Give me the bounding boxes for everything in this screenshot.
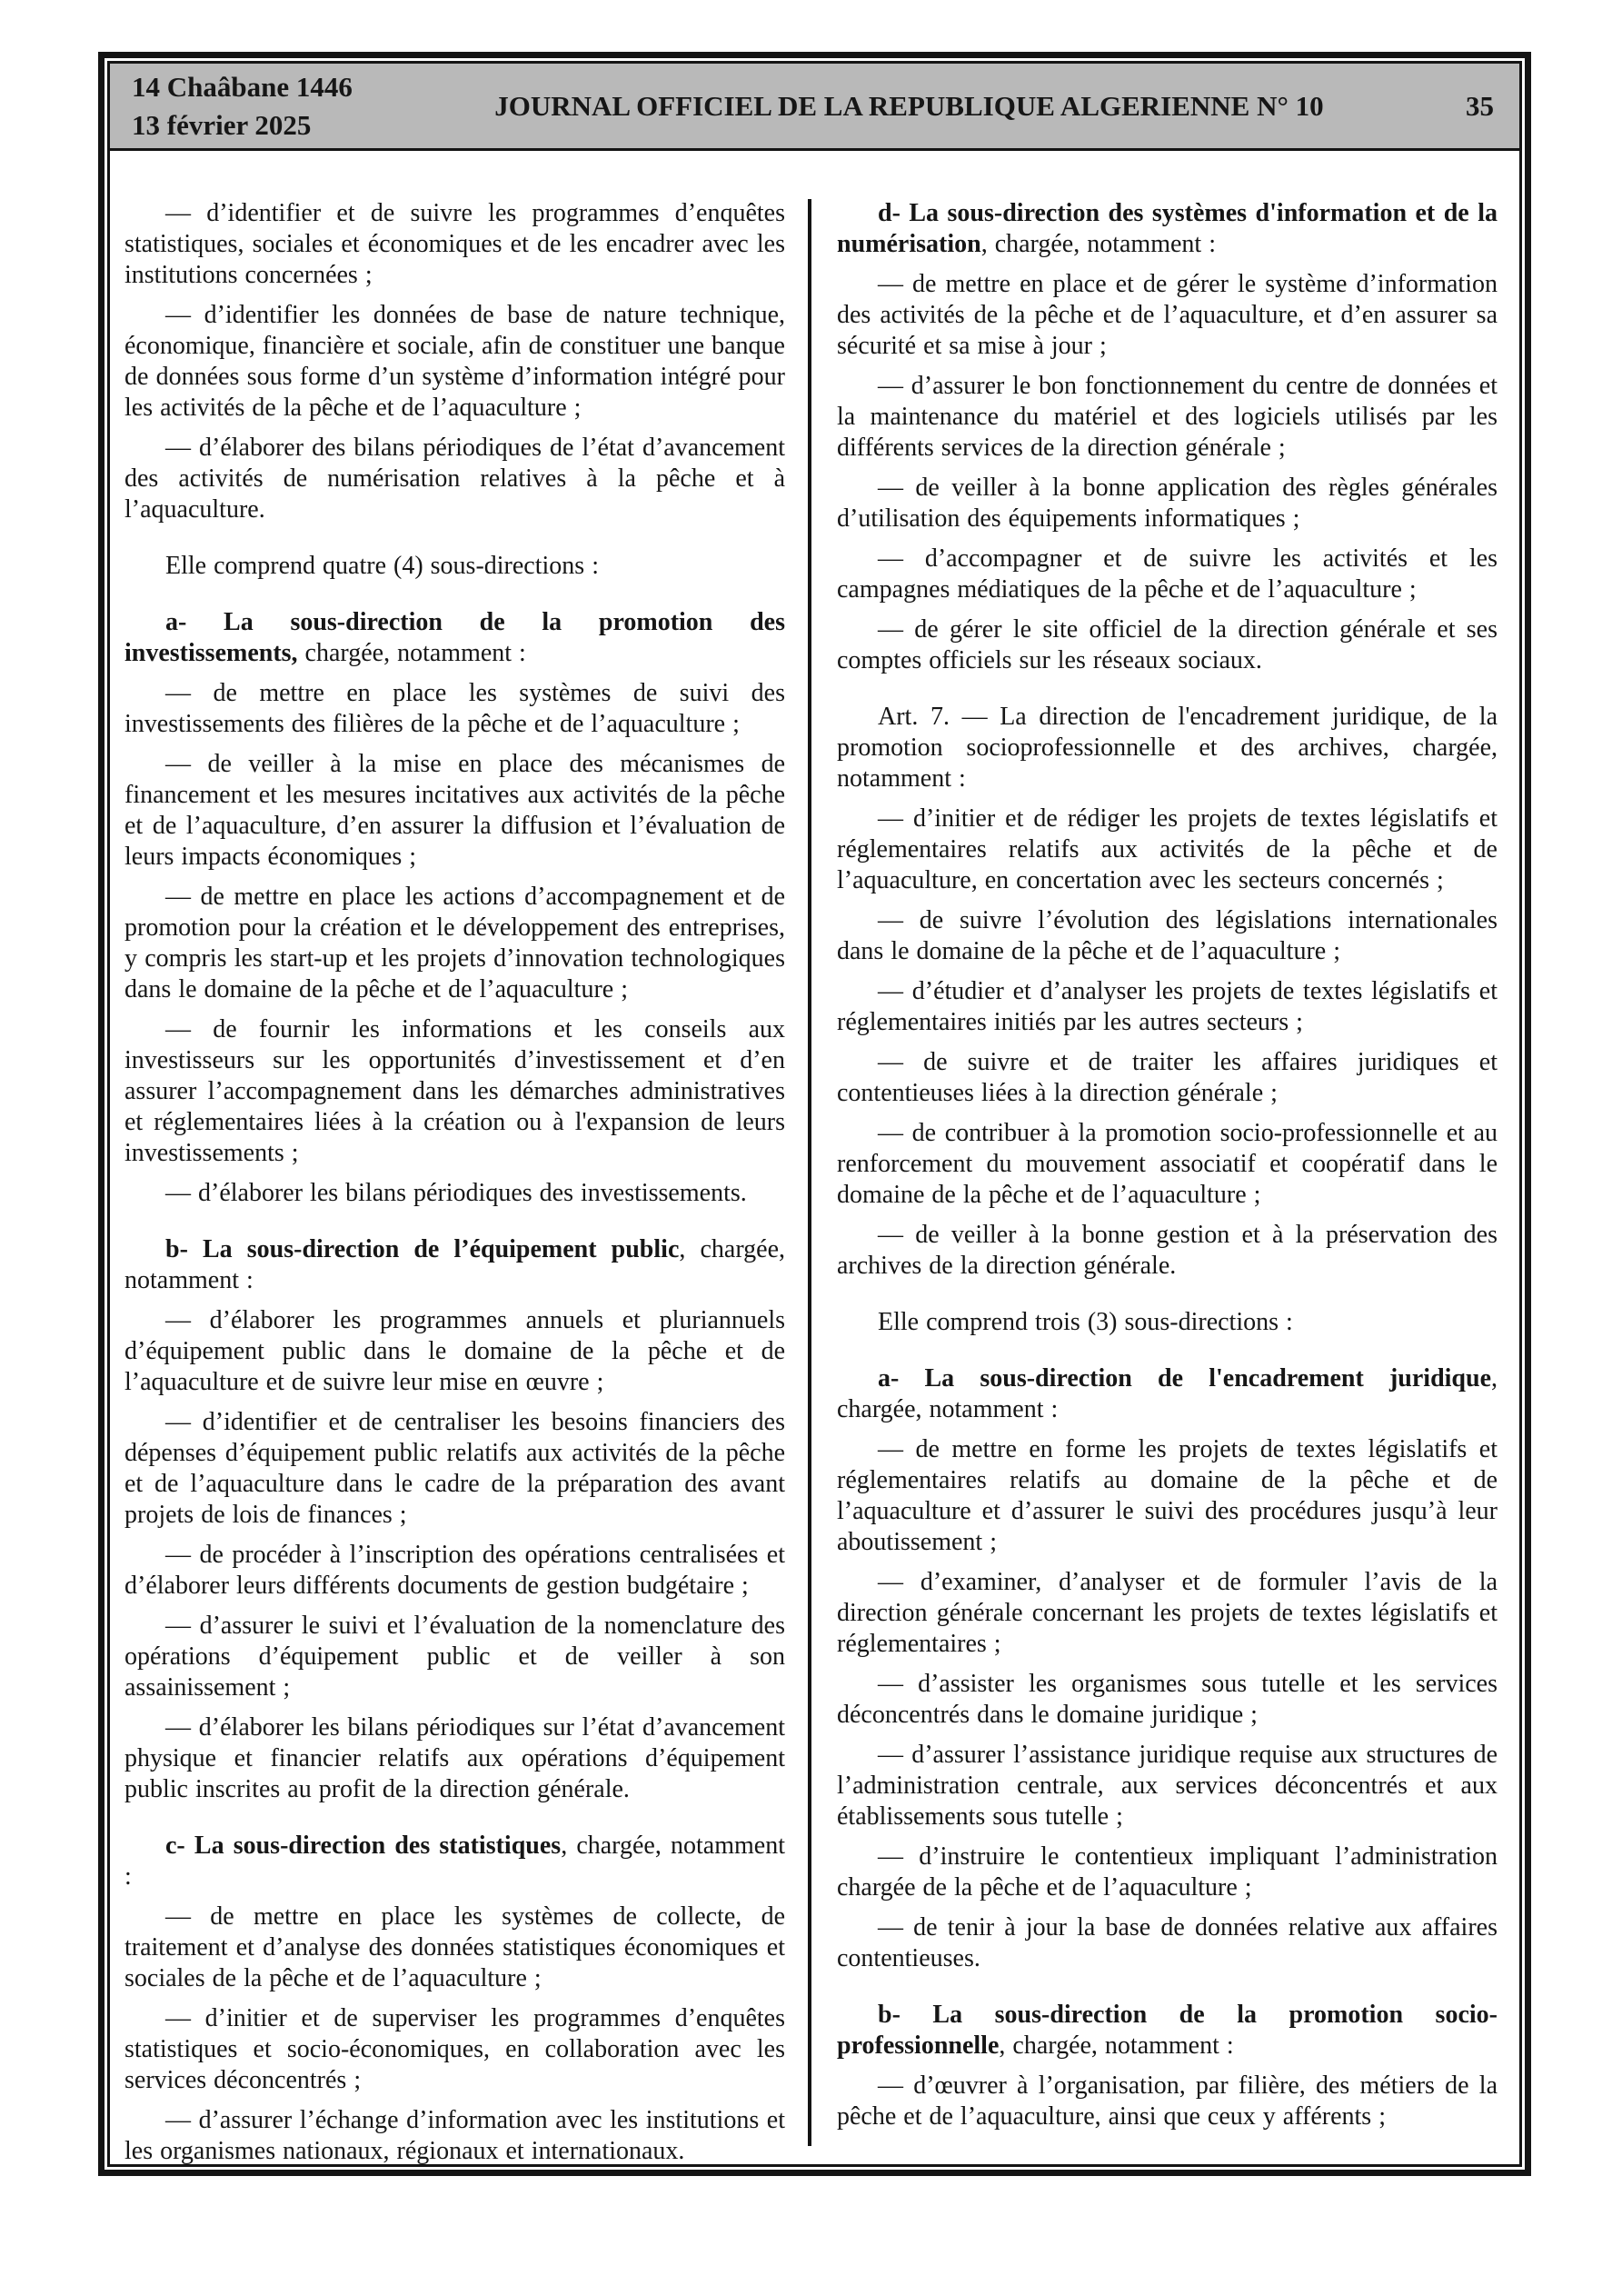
paragraph xyxy=(124,2105,785,2167)
heading-bold-text: a- La sous-direction de la promotion des investissements, xyxy=(124,608,785,667)
paragraph xyxy=(837,269,1498,362)
page-number: 35 xyxy=(1466,89,1494,122)
paragraph-text: — d’élaborer les bilans périodiques des investissements. xyxy=(165,1179,747,1207)
paragraph-text: — de veiller à la bonne gestion et à la préservation des archives de la direction générale. xyxy=(837,1221,1498,1280)
paragraph xyxy=(837,1118,1498,1211)
paragraph-text: — de mettre en place les actions d’accompagnement et de promotion pour la création et le développement des entreprises, y compris les start-up et les projets d’innovation technologiques dans le domaine de la pêche et de l’aquaculture ; xyxy=(124,883,785,1003)
section-heading xyxy=(124,1234,785,1296)
heading-bold-text: a- La sous-direction de l'encadrement juridique xyxy=(878,1364,1491,1393)
paragraph-text: — d’initier et de superviser les programmes d’enquêtes statistiques et socio-économiques, en collaboration avec les services déconcentrés ; xyxy=(124,2004,785,2094)
right-column xyxy=(837,198,1498,2132)
paragraph-text: — d’assister les organismes sous tutelle et les services déconcentrés dans le domaine juridique ; xyxy=(837,1670,1498,1729)
paragraph-text: — de mettre en place les systèmes de suivi des investissements des filières de la pêche et de l’aquaculture ; xyxy=(124,679,785,738)
paragraph-text: — d’œuvrer à l’organisation, par filière, des métiers de la pêche et de l’aquaculture, ainsi que ceux y afférents ; xyxy=(837,2071,1498,2131)
section-heading xyxy=(124,607,785,669)
paragraph-text: — de fournir les informations et les conseils aux investisseurs sur les opportunités d’investissement et d’en assurer l’accompagnement dans les démarches administratives et réglementaires liées à la création ou à l'expansion de leurs investissements ; xyxy=(124,1015,785,1167)
paragraph xyxy=(837,976,1498,1038)
paragraph xyxy=(837,614,1498,676)
heading-bold-text: d- La sous-direction des systèmes d'information et de la numérisation xyxy=(837,199,1498,258)
gregorian-date: 13 février 2025 xyxy=(132,108,312,141)
paragraph xyxy=(124,2003,785,2096)
paragraph-text: , chargée, notamment : xyxy=(980,230,1216,258)
paragraph-text: — de veiller à la bonne application des règles générales d’utilisation des équipements informatiques ; xyxy=(837,474,1498,533)
paragraph xyxy=(837,544,1498,605)
paragraph-text: — de tenir à jour la base de données relative aux affaires contentieuses. xyxy=(837,1913,1498,1972)
paragraph xyxy=(837,1842,1498,1903)
paragraph-text: — de suivre et de traiter les affaires juridiques et contentieuses liées à la direction générale ; xyxy=(837,1048,1498,1107)
paragraph-text: — de veiller à la mise en place des mécanismes de financement et les mesures incitatives aux activités de la pêche et de l’aquaculture, d’en assurer la diffusion et l’évaluation de leurs impacts économiques ; xyxy=(124,750,785,871)
paragraph xyxy=(124,882,785,1005)
paragraph-text: — de mettre en place les systèmes de collecte, de traitement et d’analyse des données statistiques économiques et sociales de la pêche et de l’aquaculture ; xyxy=(124,1902,785,1992)
paragraph-text: — de mettre en forme les projets de textes législatifs et réglementaires relatifs au domaine de la pêche et de l’aquaculture et d’assurer le suivi des procédures jusqu’à leur aboutissement ; xyxy=(837,1435,1498,1556)
paragraph-text: — d’élaborer les programmes annuels et pluriannuels d’équipement public dans le domaine de la pêche et de l’aquaculture et de suivre leur mise en œuvre ; xyxy=(124,1306,785,1396)
paragraph-text: — d’examiner, d’analyser et de formuler l’avis de la direction générale concernant les projets de textes législatifs et réglementaires ; xyxy=(837,1568,1498,1658)
paragraph xyxy=(837,1434,1498,1558)
paragraph xyxy=(124,1305,785,1398)
paragraph-text: , chargée, notamment : xyxy=(124,1235,786,1294)
paragraph-text: Elle comprend trois (3) sous-directions : xyxy=(878,1308,1293,1336)
hijri-date: 14 Chaâbane 1446 xyxy=(132,70,353,103)
left-column xyxy=(124,198,785,2167)
paragraph-text: Elle comprend quatre (4) sous-directions : xyxy=(165,552,599,580)
heading-bold-text: c- La sous-direction des statistiques xyxy=(165,1832,562,1860)
paragraph xyxy=(837,1567,1498,1660)
paragraph xyxy=(124,1178,785,1209)
paragraph-text: — d’étudier et d’analyser les projets de textes législatifs et réglementaires initiés par les autres secteurs ; xyxy=(837,977,1498,1036)
paragraph xyxy=(124,198,785,291)
paragraph-text: , chargée, notamment : xyxy=(999,2031,1234,2060)
paragraph xyxy=(837,905,1498,967)
paragraph xyxy=(837,1220,1498,1282)
section-heading xyxy=(837,198,1498,260)
paragraph-text: — d’assurer l’assistance juridique requise aux structures de l’administration centrale, aux services déconcentrés et aux établissements sous tutelle ; xyxy=(837,1741,1498,1831)
paragraph xyxy=(837,1669,1498,1731)
paragraph-text: — d’élaborer des bilans périodiques de l’état d’avancement des activités de numérisation relatives à la pêche et à l’aquaculture. xyxy=(124,434,785,524)
paragraph xyxy=(837,1912,1498,1974)
paragraph xyxy=(837,1307,1498,1338)
paragraph xyxy=(837,804,1498,896)
paragraph-text: — d’assurer l’échange d’information avec les institutions et les organismes nationaux, régionaux et internationaux. xyxy=(124,2106,785,2165)
paragraph xyxy=(124,1712,785,1805)
paragraph xyxy=(837,473,1498,534)
paragraph xyxy=(124,1611,785,1703)
paragraph xyxy=(837,1740,1498,1832)
paragraph xyxy=(124,300,785,424)
paragraph xyxy=(837,371,1498,464)
section-heading xyxy=(837,1363,1498,1425)
heading-bold-text: b- La sous-direction de la promotion socio-professionnelle xyxy=(837,2001,1498,2060)
paragraph-text: — d’élaborer les bilans périodiques sur l’état d’avancement physique et financier relatifs aux opérations d’équipement public inscrites au profit de la direction générale. xyxy=(124,1713,785,1803)
paragraph-text: , chargée, notamment : xyxy=(124,1832,785,1891)
paragraph-text: — d’accompagner et de suivre les activités et les campagnes médiatiques de la pêche et de l’aquaculture ; xyxy=(837,544,1498,604)
paragraph-text: , chargée, notamment : xyxy=(837,1364,1498,1423)
paragraph xyxy=(837,702,1498,794)
paragraph-text: — d’assurer le bon fonctionnement du centre de données et la maintenance du matériel et des logiciels utilisés par les différents services de la direction générale ; xyxy=(837,372,1498,462)
journal-title: JOURNAL OFFICIEL DE LA REPUBLIQUE ALGERIENNE N° 10 xyxy=(494,89,1324,122)
paragraph xyxy=(124,1014,785,1169)
paragraph xyxy=(124,551,785,582)
paragraph-text: — d’assurer le suivi et l’évaluation de la nomenclature des opérations d’équipement public et de veiller à son assainissement ; xyxy=(124,1612,785,1702)
paragraph xyxy=(837,2071,1498,2132)
paragraph xyxy=(124,1540,785,1602)
paragraph xyxy=(837,1047,1498,1109)
paragraph-text: chargée, notamment : xyxy=(297,639,526,667)
paragraph-text: — d’instruire le contentieux impliquant l’administration chargée de la pêche et de l’aquaculture ; xyxy=(837,1842,1498,1902)
paragraph-text: — d’identifier les données de base de nature technique, économique, financière et sociale, afin de constituer une banque de données sous forme d’un système d’information intégré pour les activités de la pêche et de l’aquaculture ; xyxy=(124,301,785,422)
paragraph xyxy=(124,678,785,740)
section-heading xyxy=(124,1831,785,1892)
paragraph-text: — de gérer le site officiel de la direction générale et ses comptes officiels sur les réseaux sociaux. xyxy=(837,615,1498,674)
paragraph xyxy=(124,433,785,525)
paragraph xyxy=(124,749,785,873)
paragraph-text: — de procéder à l’inscription des opérations centralisées et d’élaborer leurs différents documents de gestion budgétaire ; xyxy=(124,1541,785,1600)
paragraph-text: Art. 7. — La direction de l'encadrement juridique, de la promotion socioprofessionnelle et des archives, chargée, notamment : xyxy=(837,703,1498,793)
paragraph-text: — d’identifier et de centraliser les besoins financiers des dépenses d’équipement public relatifs aux activités de la pêche et de l’aquaculture dans le cadre de la préparation des avant projets de lois de finances ; xyxy=(124,1408,785,1529)
column-divider xyxy=(808,199,811,2146)
section-heading xyxy=(837,2000,1498,2061)
heading-bold-text: b- La sous-direction de l’équipement public xyxy=(165,1235,680,1263)
paragraph-text: — de suivre l’évolution des législations internationales dans le domaine de la pêche et de l’aquaculture ; xyxy=(837,906,1498,965)
paragraph-text: — de contribuer à la promotion socio-professionnelle et au renforcement du mouvement associatif et coopératif dans le domaine de la pêche et de l’aquaculture ; xyxy=(837,1119,1498,1209)
paragraph-text: — d’identifier et de suivre les programmes d’enquêtes statistiques, sociales et économiques et de les encadrer avec les institutions concernées ; xyxy=(124,199,785,289)
paragraph xyxy=(124,1902,785,1994)
paragraph-text: — d’initier et de rédiger les projets de textes législatifs et réglementaires relatifs aux activités de la pêche et de l’aquaculture, en concertation avec les secteurs concernés ; xyxy=(837,804,1498,894)
paragraph xyxy=(124,1407,785,1531)
paragraph-text: — de mettre en place et de gérer le système d’information des activités de la pêche et de l’aquaculture, et d’en assurer sa sécurité et sa mise à jour ; xyxy=(837,270,1498,360)
